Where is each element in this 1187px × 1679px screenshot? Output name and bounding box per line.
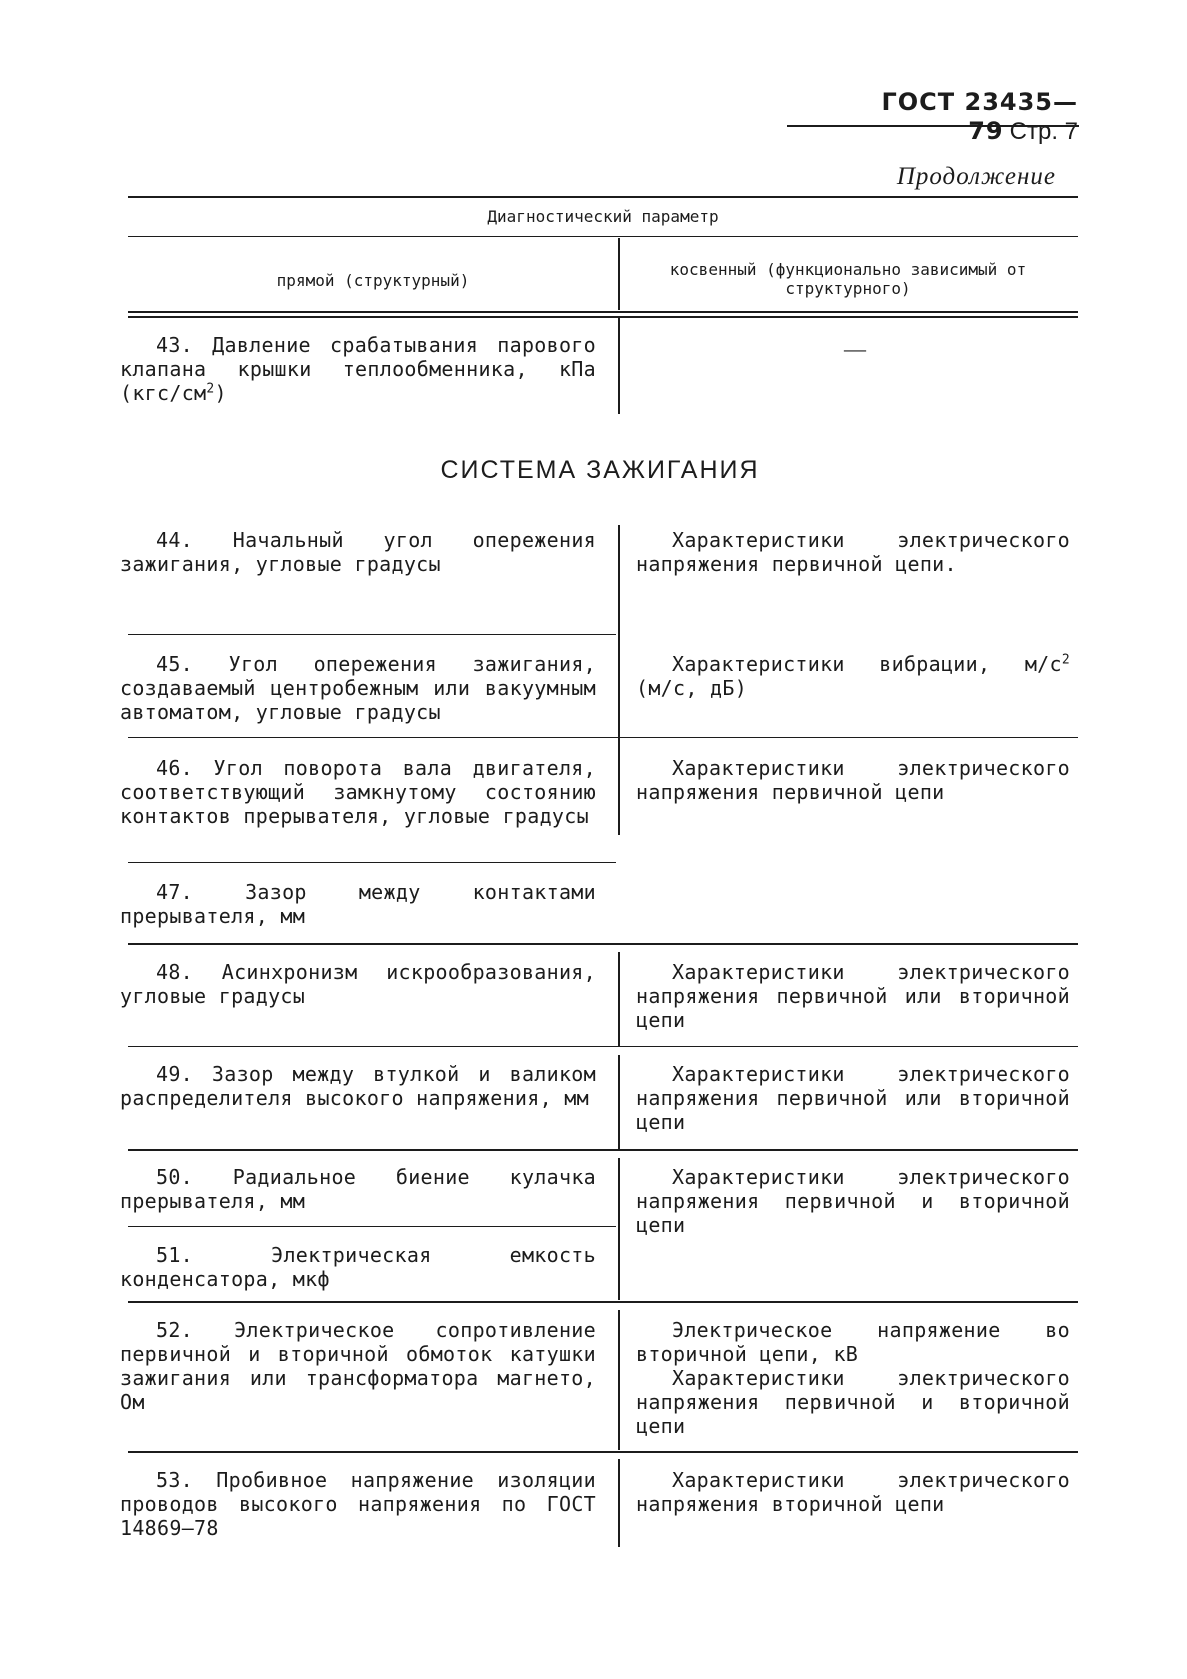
divider-44-47 — [618, 525, 620, 835]
row-43-indirect-dash: — — [844, 336, 866, 361]
row-44-direct: 44. Начальный угол опережения зажигания, угловые градусы — [120, 528, 596, 576]
row-48-direct: 48. Асинхронизм искрообразования, угловые градусы — [120, 960, 596, 1008]
divider-52 — [618, 1310, 620, 1450]
row-50-direct: 50. Радиальное биение кулачка прерывателя, мм — [120, 1165, 596, 1213]
rule-after-52 — [128, 1451, 1078, 1453]
continuation-label: Продолжение — [896, 163, 1056, 190]
header-column-divider — [618, 238, 620, 310]
row-45-indirect: Характеристики вибрации, $м/с^2$ (м/с, дБ) — [636, 652, 1070, 700]
table-top-rule — [128, 196, 1078, 198]
rule-after-46 — [128, 862, 616, 863]
divider-53 — [618, 1459, 620, 1547]
row-48-indirect: Характеристики электрического напряжения первичной или вторичной цепи — [636, 960, 1070, 1032]
page-header — [800, 88, 1078, 146]
rule-after-45 — [128, 737, 1078, 738]
page-number: Стр. 7 — [1009, 118, 1078, 145]
divider-49 — [618, 1055, 620, 1149]
row-52-direct: 52. Электрическое сопротивление первичной и вторичной обмоток катушки зажигания или трансформатора магнето, Ом — [120, 1318, 596, 1414]
rule-after-44 — [128, 634, 616, 635]
column-header-indirect: косвенный (функционально зависимый от структурного) — [669, 260, 1027, 298]
row-44-indirect: Характеристики электрического напряжения первичной цепи. — [636, 528, 1070, 576]
divider-48 — [618, 952, 620, 1046]
row-45-direct: 45. Угол опережения зажигания, создаваемый центробежным или вакуумным автоматом, угловые градусы — [120, 652, 596, 724]
rule-after-48 — [128, 1046, 1078, 1047]
header-double-rule-2 — [128, 316, 1078, 318]
row-43-divider — [618, 318, 620, 414]
row-50-indirect: Характеристики электрического напряжения первичной и вторичной цепи — [636, 1165, 1070, 1237]
row-47-direct: 47. Зазор между контактами прерывателя, мм — [120, 880, 596, 928]
row-52-indirect: Электрическое напряжение во вторичной цепи, кВ Характеристики электрического напряжения первичной и вторичной цепи — [636, 1318, 1070, 1438]
rule-after-51 — [128, 1301, 1078, 1303]
row-49-direct: 49. Зазор между втулкой и валиком распределителя высокого напряжения, мм — [120, 1062, 596, 1110]
standard-number: ГОСТ 23435—79 — [881, 88, 1078, 145]
row-49-indirect: Характеристики электрического напряжения первичной или вторичной цепи — [636, 1062, 1070, 1134]
column-header-direct: прямой (структурный) — [276, 271, 470, 290]
caption-rule — [128, 236, 1078, 237]
row-53-indirect: Характеристики электрического напряжения вторичной цепи — [636, 1468, 1070, 1516]
rule-after-49 — [128, 1149, 1078, 1151]
table-caption: Диагностический параметр — [487, 207, 719, 226]
section-title: СИСТЕМА ЗАЖИГАНИЯ — [440, 456, 760, 484]
divider-50-51 — [618, 1158, 620, 1300]
row-43-direct: 43. Давление срабатывания парового клапана крышки теплообменника, кПа $(кгс/см^2)$ — [120, 333, 596, 405]
row-46-direct: 46. Угол поворота вала двигателя, соответствующий замкнутому состоянию контактов прерывателя, угловые градусы — [120, 756, 596, 828]
rule-after-47 — [128, 943, 1078, 945]
row-53-direct: 53. Пробивное напряжение изоляции проводов высокого напряжения по ГОСТ 14869—78 — [120, 1468, 596, 1540]
header-double-rule-1 — [128, 311, 1078, 313]
header-rule — [787, 125, 1079, 127]
rule-after-50 — [128, 1226, 616, 1227]
row-46-indirect: Характеристики электрического напряжения первичной цепи — [636, 756, 1070, 804]
row-51-direct: 51. Электрическая емкость конденсатора, мкф — [120, 1243, 596, 1291]
